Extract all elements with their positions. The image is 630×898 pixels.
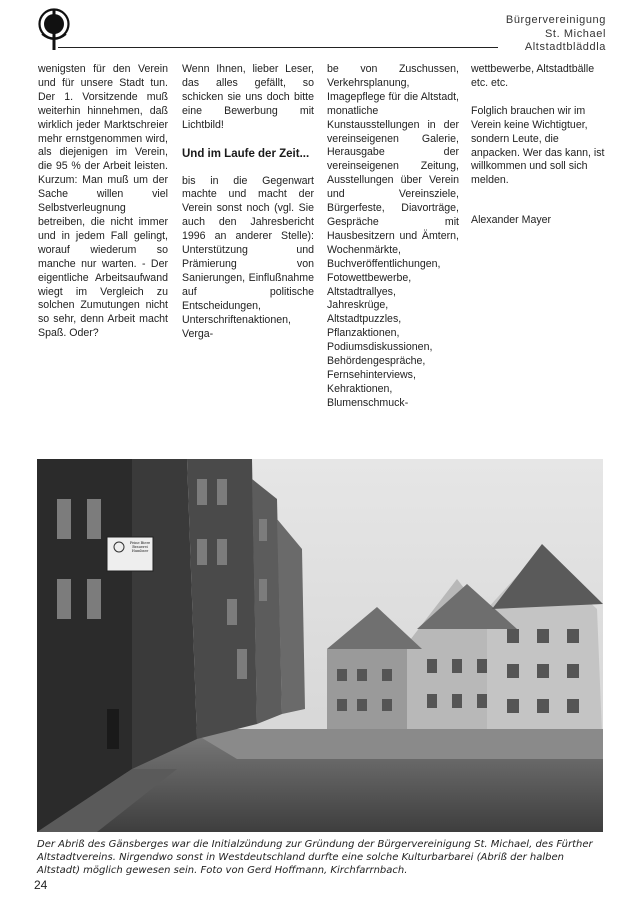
paragraph: wenigsten für den Verein und für unsere Stadt tun. Der 1. Vorsitzende muß weiterhin hinnehmen, daß wirklich jeder Marktschreier mehr ernstgenommen wird, als diejenigen im Verein, die 95 % der Arbeit leisten. Kurzum: Man muß um der Sache willen viel Selbstverleugnung betreiben, die nicht immer und in jedem Fall gelingt, worauf wiederum so manche nur warten. - Der eigentliche Arbeitsaufwand wiegt im Vergleich zu solchen Zumutungen nicht so sehr, denn Arbeit macht Spaß. Oder? [38,63,168,340]
tavern-sign-line-1: Feine Biere [129,541,151,545]
masthead-line-1: Bürgervereinigung [505,14,606,26]
paragraph: Folglich brauchen wir im Verein keine Wichtigtuer, sondern Leute, die anpacken. Wer das kann, ist willkommen und soll sich melden. [471,104,605,187]
header-rule [58,47,498,48]
paragraph: be von Zuschussen, Verkehrsplanung, Imagepflege für die Altstadt, monatliche Kunstausstellungen in der vereinseigenen Galerie, Herausgabe der vereinseigenen Zeitung, Ausstellungen über Verein und Vereinsziele, Bürgerfeste, Diavorträge, Gespräche mit Hausbesitzern und Ämtern, Wochenmärkte, Buchveröffentlichungen, Fotowettbewerbe, Altstadtrallyes, Jahreskrüge, Altstadtpuzzles, Pflanzaktionen, Podiumsdiskussionen, Behördengespräche, Fernsehinterviews, Kehraktionen, Blumenschmuck- [327,63,459,409]
tavern-sign [126,541,154,553]
street-photo [37,459,603,832]
paragraph: wettbewerbe, Altstadtbälle etc. etc. [471,63,595,89]
text-column-3 [327,63,459,411]
association-logo-icon [36,8,72,52]
paragraph: Wenn Ihnen, lieber Leser, das alles gefällt, so schicken sie uns doch bitte eine Bewerbung mit Lichtbild! [182,63,314,131]
masthead-line-2: St. Michael [544,27,606,40]
paragraph: bis in die Gegenwart machte und macht der Verein sonst noch (vgl. Sie auch den Jahresbericht 1996 an anderer Stelle): Unterstützung und Prämierung von Sanierungen, Einflußnahme auf politische Entscheidungen, Unterschriftenaktionen, Verga- [182,174,314,340]
page-number: 24 [34,878,48,892]
masthead [506,14,606,55]
section-heading: Und im Laufe der Zeit... [182,147,310,160]
text-column-1 [38,63,168,341]
tavern-sign-line-2: Brauerei Humbser [131,545,149,553]
text-column-2 [182,63,314,341]
photo-caption: Der Abriß des Gänsberges war die Initialzündung zur Gründung der Bürgervereinigung St. Michael, des Fürther Altstadtvereins. Nirgendwo sonst in Westdeutschland durfte eine solche Kulturbarbarei (Abriß der halben Altstadt) möglich gewesen sein. Foto von Gerd Hoffmann, Kirchfarrnbach. [37,839,593,877]
masthead-line-3: Altstadtbläddla [524,41,606,53]
text-column-4 [471,63,609,228]
author-name: Alexander Mayer [471,214,552,227]
